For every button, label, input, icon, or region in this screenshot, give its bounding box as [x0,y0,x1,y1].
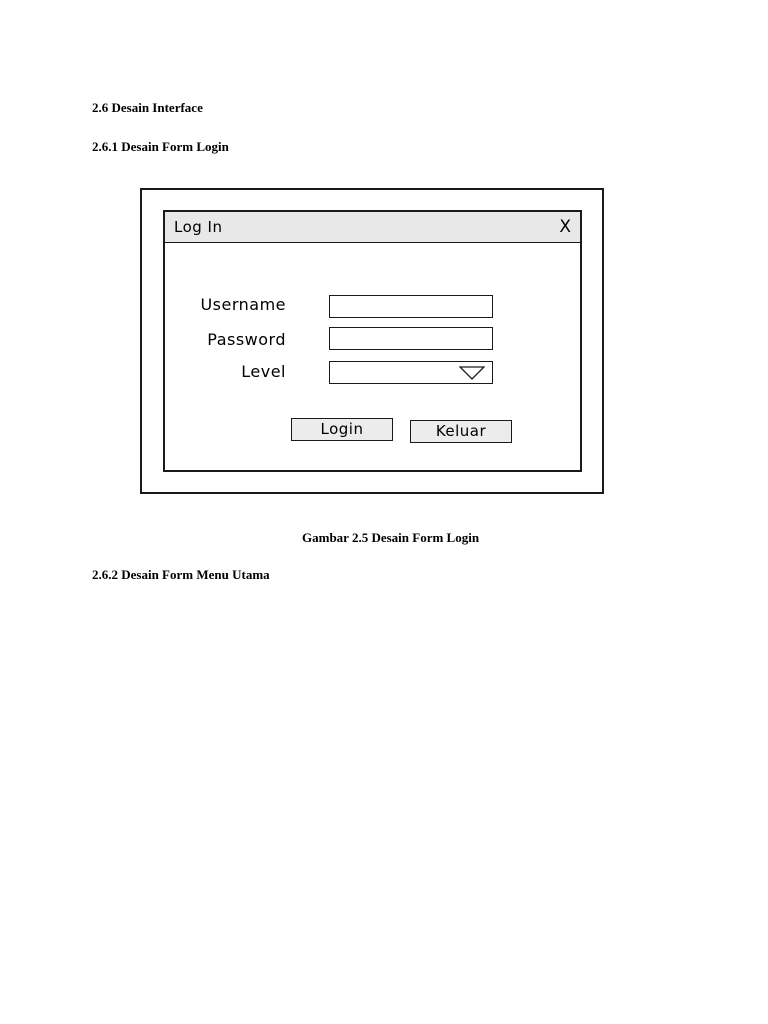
username-label: Username [200,295,286,314]
login-window [163,210,582,472]
subsection-heading-main-menu: 2.6.2 Desain Form Menu Utama [92,567,270,582]
username-input[interactable] [329,295,493,318]
figure-caption: Gambar 2.5 Desain Form Login [302,530,480,545]
subsection-heading-login: 2.6.1 Desain Form Login [92,139,229,154]
title-bar [165,212,580,243]
chevron-down-icon[interactable] [459,366,485,380]
section-heading: 2.6 Desain Interface [92,100,203,115]
figure-frame [140,188,604,494]
exit-button[interactable]: Keluar [410,420,512,443]
window-title: Log In [174,218,223,236]
level-select[interactable] [329,361,493,384]
level-label: Level [241,362,286,381]
password-label: Password [207,330,286,349]
close-icon[interactable]: X [559,217,571,237]
password-input[interactable] [329,327,493,350]
login-button[interactable]: Login [291,418,393,441]
